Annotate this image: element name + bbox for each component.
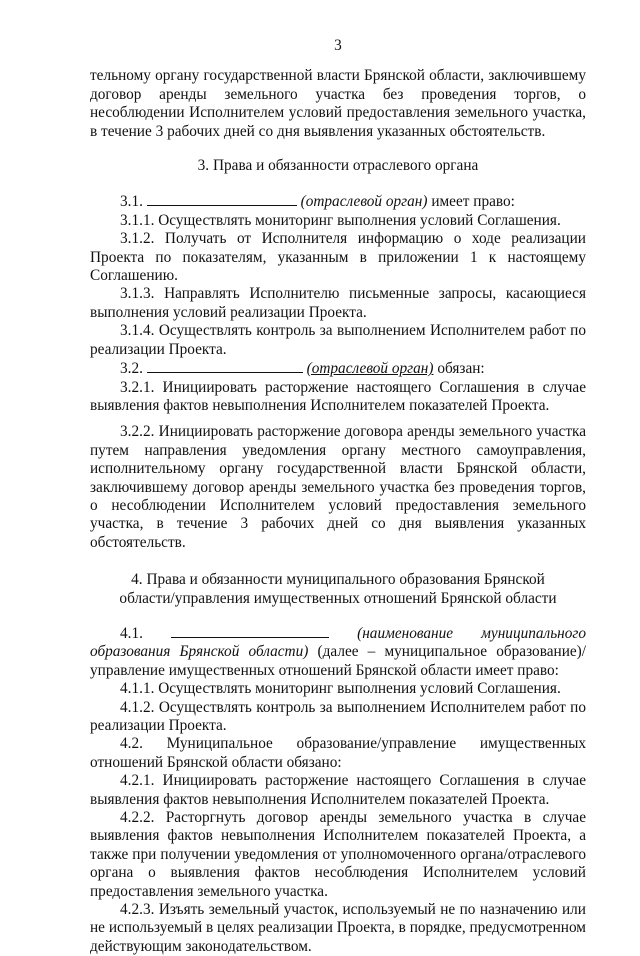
section-3-heading: 3. Права и обязанности отраслевого органа — [197, 157, 479, 175]
blank-line — [147, 192, 297, 206]
paragraph-continuation: тельному органу государственной власти Брянской области, заключившему договор аренды земельного участка без проведения торгов, о несоблюдении Исполнителем условий предоставления земельного участка, в течение 3 рабочих дней со дня выявления указанных обстоятельств. — [90, 67, 586, 140]
clause-4-2-2: 4.2.2. Расторгнуть договор аренды земельного участка в случае выявления фактов невыполнения Исполнителем показателей Проекта, а также при получении уведомления от уполномоченного органа/отраслевого органа о выявления фактов несоблюдения Исполнителем условий предоставления земельного участка. — [90, 809, 586, 900]
clause-4-1 — [90, 624, 586, 680]
clause-text: обязан: — [437, 360, 485, 378]
blank-line — [147, 359, 303, 373]
clause-3-2-2: 3.2.2. Инициировать расторжение договора аренды земельного участка путем направления уведомления органу местного самоуправления, исполнительному органу государственной власти Брянской области, заключившему договор аренды земельного участка без проведения торгов, о несоблюдении Исполнителем условий предоставления земельного участка, в течение 3 рабочих дней со дня выявления указанных обстоятельств. — [90, 423, 586, 551]
clause-italic: (наименование муниципального образования Брянской области) — [90, 624, 587, 661]
clause-4-2-3: 4.2.3. Изъять земельный участок, используемый не по назначению или не используемый в целях реализации Проекта, в порядке, предусмотренном действующим законодательством. — [90, 901, 586, 955]
section-4-heading-line2: области/управления имущественных отношений Брянской области — [119, 589, 557, 607]
clause-4-2: 4.2. Муниципальное образование/управление имущественных отношений Брянской области обязано: — [90, 735, 586, 771]
clause-3-1-2: 3.1.2. Получать от Исполнителя информацию о ходе реализации Проекта по показателям, указанным в приложении 1 к настоящему Соглашению. — [90, 230, 586, 285]
page-number: 3 — [334, 37, 342, 54]
clause-text: имеет право: — [431, 193, 515, 211]
clause-3-2-1: 3.2.1. Инициировать расторжение настоящего Соглашения в случае выявления фактов невыполнения Исполнителем показателей Проекта. — [90, 378, 586, 414]
clause-number: 4.1. — [120, 624, 143, 642]
clause-4-1-2: 4.1.2. Осуществлять контроль за выполнением Исполнителем работ по реализации Проекта. — [90, 698, 586, 734]
clause-number: 3.1. — [120, 193, 143, 211]
clause-3-1 — [90, 192, 586, 211]
clause-number: 3.2. — [120, 360, 143, 378]
clause-3-1-4: 3.1.4. Осуществлять контроль за выполнением Исполнителем работ по реализации Проекта. — [90, 322, 586, 358]
section-4-heading-line1: 4. Права и обязанности муниципального образования Брянской — [131, 571, 545, 589]
clause-3-1-1: 3.1.1. Осуществлять мониторинг выполнения условий Соглашения. — [120, 211, 561, 229]
clause-4-2-1: 4.2.1. Инициировать расторжение настоящего Соглашения в случае выявления фактов невыполнения Исполнителем показателей Проекта. — [90, 772, 586, 808]
clause-3-2 — [90, 359, 586, 378]
clause-3-1-3: 3.1.3. Направлять Исполнителю письменные запросы, касающиеся выполнения условий реализации Проекта. — [90, 285, 586, 321]
clause-4-1-1: 4.1.1. Осуществлять мониторинг выполнения условий Соглашения. — [120, 680, 561, 698]
clause-italic: (отраслевой орган) — [306, 360, 434, 378]
clause-italic: (отраслевой орган) — [300, 193, 428, 211]
blank-line — [171, 624, 329, 638]
clause-text: (далее – муниципальное образование)/управление имущественных отношений Брянской области имеет право: — [90, 643, 587, 679]
